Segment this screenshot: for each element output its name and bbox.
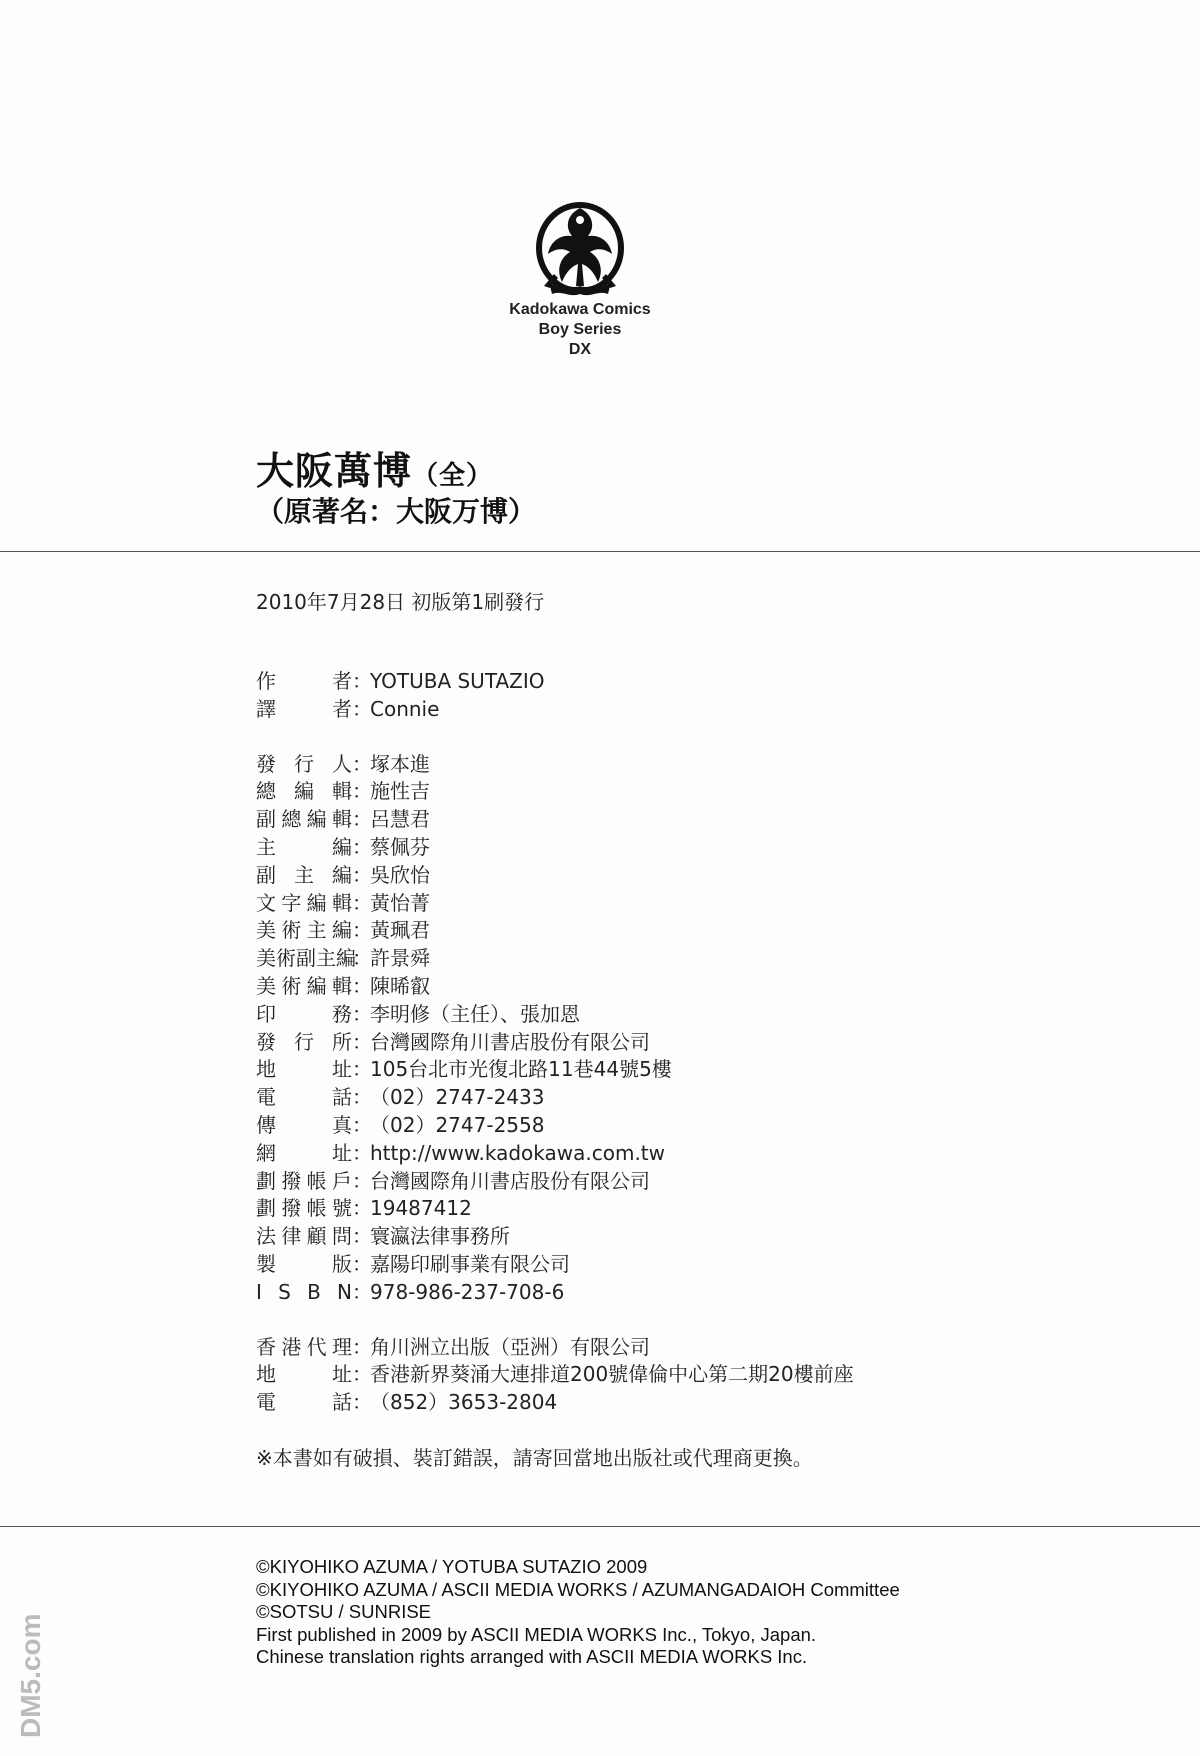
- credit-label: 劃撥帳號: [256, 1196, 352, 1221]
- credit-value: 陳晞叡: [370, 973, 430, 998]
- credit-value: 黃怡菁: [370, 890, 430, 915]
- credit-separator: ：: [352, 1334, 372, 1359]
- credit-label: 發行所: [256, 1029, 352, 1054]
- credit-value: 呂慧君: [370, 807, 430, 832]
- credit-separator: ：: [352, 1168, 372, 1193]
- credit-separator: ：: [352, 890, 372, 915]
- credit-label: 作者: [256, 669, 352, 693]
- credit-separator: ：: [352, 669, 372, 693]
- credit-separator: ：: [352, 946, 372, 971]
- credit-row: [256, 806, 854, 834]
- imprint-line-1: Kadokawa Comics: [509, 301, 651, 318]
- credit-row: [256, 1334, 854, 1362]
- credit-row: [256, 945, 854, 973]
- credit-value: 蔡佩芬: [370, 834, 430, 859]
- credits-group-authors: [256, 668, 854, 724]
- credit-separator: ：: [352, 1196, 372, 1221]
- credit-value: 寰瀛法律事務所: [370, 1224, 510, 1249]
- credit-label: 譯者: [256, 696, 352, 721]
- credit-row: [256, 862, 854, 890]
- watermark-text: DM5.com: [15, 1613, 46, 1738]
- divider-bottom: [0, 1526, 1200, 1527]
- credit-row: [256, 1029, 854, 1057]
- credit-row: [256, 973, 854, 1001]
- credit-separator: ：: [352, 1279, 372, 1304]
- credit-label: 文字編輯: [256, 890, 352, 915]
- credit-value: 許景舜: [370, 946, 430, 971]
- credit-row: [256, 1361, 854, 1389]
- credit-separator: ：: [352, 1140, 372, 1165]
- credit-row: [256, 751, 854, 779]
- credit-separator: ：: [352, 862, 372, 887]
- credit-separator: ：: [352, 779, 372, 804]
- credit-label: 香港代理: [256, 1334, 352, 1359]
- divider-top: [0, 551, 1200, 552]
- credit-row: [256, 834, 854, 862]
- credit-label: 傳真: [256, 1112, 352, 1137]
- credit-value: （02）2747-2433: [370, 1085, 545, 1110]
- credit-value: 施性吉: [370, 779, 430, 804]
- credit-value: 105台北市光復北路11巷44號5樓: [370, 1057, 672, 1082]
- credit-value: Connie: [370, 696, 440, 721]
- credit-separator: ：: [352, 1224, 372, 1249]
- credit-row: [256, 696, 854, 724]
- credit-value: 香港新界葵涌大連排道200號偉倫中心第二期20樓前座: [370, 1362, 854, 1387]
- credit-label: 主編: [256, 834, 352, 859]
- credit-label: 地址: [256, 1362, 352, 1387]
- credit-separator: ：: [352, 751, 372, 776]
- credit-value: （852）3653-2804: [370, 1390, 558, 1415]
- title-volume: （全）: [412, 461, 494, 491]
- credit-separator: ：: [352, 973, 372, 998]
- credit-value: 角川洲立出版（亞洲）有限公司: [370, 1334, 650, 1359]
- credit-separator: ：: [352, 696, 372, 721]
- credit-value: 台灣國際角川書店股份有限公司: [370, 1029, 650, 1054]
- copyright-line: ©KIYOHIKO AZUMA / YOTUBA SUTAZIO 2009: [256, 1556, 648, 1577]
- credit-row: [256, 1140, 854, 1168]
- credit-label: 美術副主編: [256, 946, 356, 971]
- credit-row: [256, 1279, 854, 1307]
- credits-group-hongkong: [256, 1334, 854, 1417]
- credit-row: [256, 1195, 854, 1223]
- credit-value: 李明修（主任）、張加恩: [370, 1001, 580, 1026]
- credit-separator: ：: [352, 1057, 372, 1082]
- credit-label: 製版: [256, 1251, 352, 1276]
- credit-row: [256, 890, 854, 918]
- credit-separator: ：: [352, 1001, 372, 1026]
- credit-label: 印務: [256, 1001, 352, 1026]
- credit-label: 地址: [256, 1057, 352, 1082]
- credit-row: [256, 1084, 854, 1112]
- credit-separator: ：: [352, 1029, 372, 1054]
- credit-separator: ：: [352, 1112, 372, 1137]
- credit-label: 美術主編: [256, 918, 352, 943]
- credit-label: 劃撥帳戶: [256, 1168, 352, 1193]
- imprint-line-2: Boy Series: [538, 321, 622, 338]
- credit-row: [256, 1251, 854, 1279]
- credits-group-publisher: [256, 751, 854, 1307]
- credit-value: 台灣國際角川書店股份有限公司: [370, 1168, 650, 1193]
- imprint-label: [460, 300, 700, 360]
- edition-date: 2010年7月28日 初版第1刷發行: [256, 590, 545, 614]
- credit-value: 嘉陽印刷事業有限公司: [370, 1251, 570, 1276]
- credit-row: [256, 778, 854, 806]
- copyright-line: First published in 2009 by ASCII MEDIA WORKS Inc., Tokyo, Japan.: [256, 1623, 817, 1645]
- credit-value: 塚本進: [370, 751, 430, 776]
- credit-label: 電話: [256, 1085, 352, 1110]
- credit-separator: ：: [352, 1390, 372, 1415]
- copyright-line: ©SOTSU / SUNRISE: [256, 1601, 432, 1622]
- credit-separator: ：: [352, 918, 372, 943]
- credit-value: YOTUBA SUTAZIO: [370, 669, 545, 693]
- copyright-line: Chinese translation rights arranged with ASCII MEDIA WORKS Inc.: [256, 1646, 808, 1667]
- credit-row: [256, 1168, 854, 1196]
- credit-value: 19487412: [370, 1196, 472, 1221]
- credit-separator: ：: [352, 1085, 372, 1110]
- credit-label: 發行人: [256, 751, 352, 776]
- credit-row: [256, 1112, 854, 1140]
- credit-value: http://www.kadokawa.com.tw: [370, 1140, 666, 1165]
- title-main: 大阪萬博: [256, 449, 413, 493]
- credit-separator: ：: [352, 807, 372, 832]
- kadokawa-phoenix-logo: [520, 190, 640, 310]
- credit-label: 總編輯: [256, 779, 352, 804]
- credit-value: 吳欣怡: [370, 862, 430, 887]
- credit-label: 電話: [256, 1390, 352, 1415]
- credit-row: [256, 1223, 854, 1251]
- credit-label: 副總編輯: [256, 807, 352, 832]
- original-title: （原著名：大阪万博）: [256, 495, 537, 528]
- credit-row: [256, 1389, 854, 1417]
- book-title: [256, 440, 493, 495]
- imprint-line-3: DX: [568, 341, 592, 358]
- credit-label: 網址: [256, 1140, 352, 1165]
- copyright-block: [256, 1556, 900, 1669]
- credit-row: [256, 917, 854, 945]
- credit-separator: ：: [352, 1362, 372, 1387]
- credit-row: [256, 1056, 854, 1084]
- credit-separator: ：: [352, 834, 372, 859]
- credit-label: 法律顧問: [256, 1224, 352, 1249]
- credit-value: 978-986-237-708-6: [370, 1279, 565, 1304]
- credit-value: 黃珮君: [370, 918, 430, 943]
- credit-value: （02）2747-2558: [370, 1112, 545, 1137]
- credits-block: [256, 668, 854, 1417]
- credit-label: I S B N: [256, 1279, 352, 1304]
- damage-notice: ※本書如有破損、裝訂錯誤，請寄回當地出版社或代理商更換。: [256, 1446, 813, 1470]
- credit-label: 副主編: [256, 862, 352, 887]
- credit-row: [256, 1001, 854, 1029]
- credit-separator: ：: [352, 1251, 372, 1276]
- credit-row: [256, 668, 854, 696]
- site-watermark: [10, 1580, 50, 1740]
- copyright-line: ©KIYOHIKO AZUMA / ASCII MEDIA WORKS / AZUMANGADAIOH Committee: [256, 1578, 900, 1600]
- credit-label: 美術編輯: [256, 973, 352, 998]
